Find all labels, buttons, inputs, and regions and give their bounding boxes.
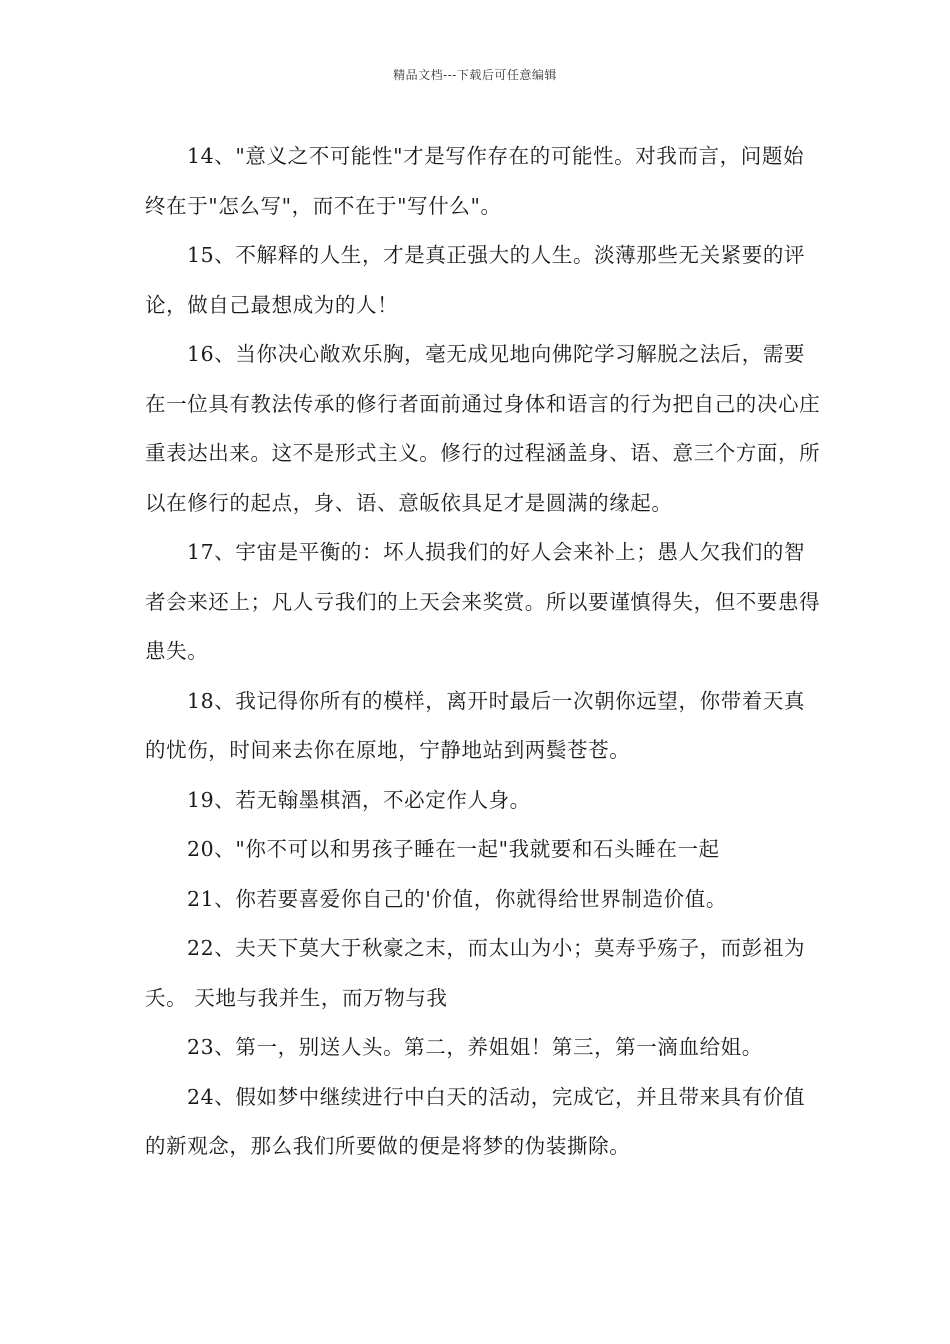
paragraph-21: 21、你若要喜爱你自己的'价值，你就得给世界制造价值。 <box>187 886 727 911</box>
paragraph-20: 20、"你不可以和男孩子睡在一起"我就要和石头睡在一起 <box>187 837 720 861</box>
paragraph-22: 22、夫天下莫大于秋豪之末，而太山为小；莫寿乎殇子，而彭祖为夭。 天地与我并生，而万物与我 <box>145 936 806 1010</box>
paragraph-14: 14、"意义之不可能性"才是写作存在的可能性。对我而言，问题始终在于"怎么写"，而不在于"写什么"。 <box>145 144 805 218</box>
document-body <box>145 132 825 1172</box>
paragraph-19: 19、若无翰墨棋酒，不必定作人身。 <box>187 787 531 812</box>
paragraph-18: 18、我记得你所有的模样，离开时最后一次朝你远望，你带着天真的忧伤，时间来去你在原地，宁静地站到两鬓苍苍。 <box>145 688 806 762</box>
paragraph-17: 17、宇宙是平衡的：坏人损我们的好人会来补上；愚人欠我们的智者会来还上；凡人亏我们的上天会来奖赏。所以要谨慎得失，但不要患得患失。 <box>145 540 821 663</box>
paragraph-24: 24、假如梦中继续进行中白天的活动，完成它，并且带来具有价值的新观念，那么我们所要做的便是将梦的伪装撕除。 <box>145 1084 806 1158</box>
paragraph-23: 23、第一，别送人头。第二，养姐姐！第三，第一滴血给姐。 <box>187 1035 763 1059</box>
paragraph-16: 16、当你决心敞欢乐胸，毫无成见地向佛陀学习解脱之法后，需要在一位具有教法传承的修行者面前通过身体和语言的行为把自己的决心庄重表达出来。这不是形式主义。修行的过程涵盖身、语、意三个方面，所以在修行的起点，身、语、意皈依具足才是圆满的缘起。 <box>145 342 821 515</box>
page-header: 精品文档---下载后可任意编辑 <box>393 68 557 82</box>
paragraph-15: 15、不解释的人生，才是真正强大的人生。淡薄那些无关紧要的评论，做自己最想成为的人！ <box>145 243 806 317</box>
